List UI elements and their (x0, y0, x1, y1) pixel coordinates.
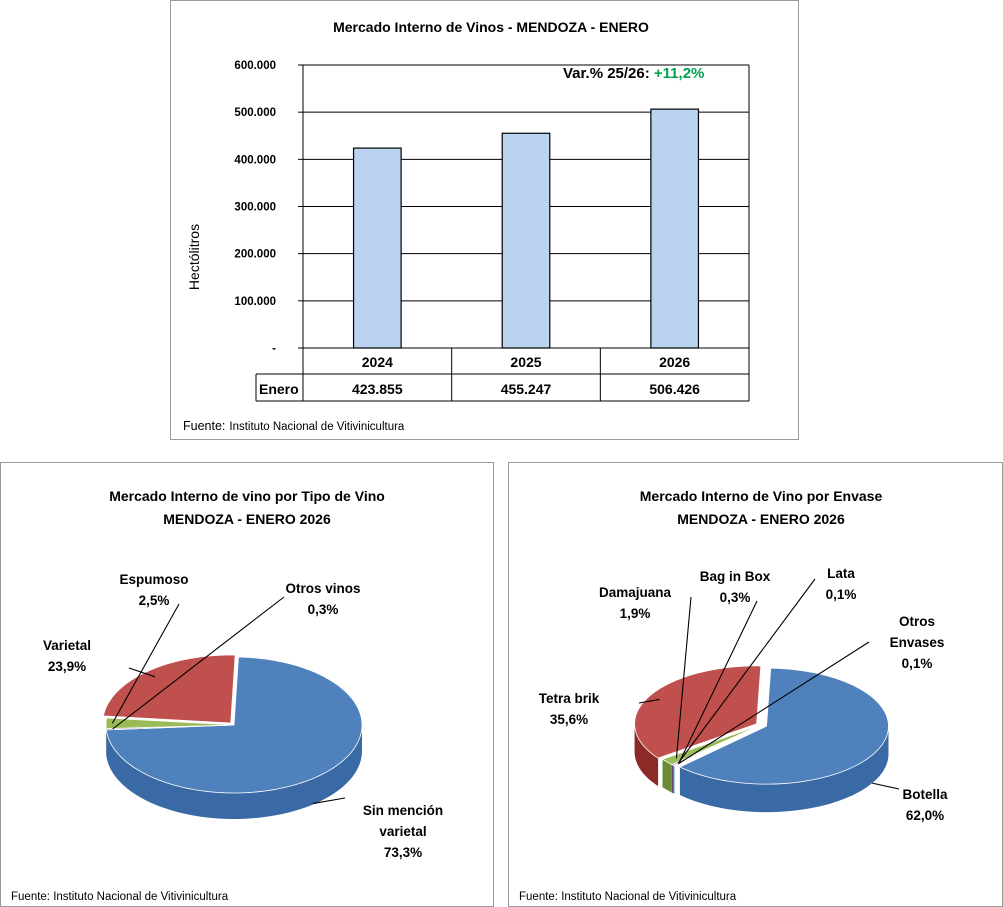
x-category-label: 2025 (510, 354, 542, 370)
slice-name-label: Sin mención (362, 803, 444, 818)
pie-slice-side (673, 765, 674, 793)
slice-value-label: 35,6% (549, 712, 589, 727)
bar-source (183, 419, 405, 433)
variation-label: Var.% 25/26: (563, 65, 654, 82)
slice-name-label: Tetra brik (538, 691, 600, 706)
pie-slice-side (674, 766, 675, 794)
x-category-label: 2026 (659, 354, 691, 370)
pie2-title-line-1: Mercado Interno de Vino por Envase (639, 488, 883, 504)
pie-chart-wine-type (1, 463, 493, 906)
slice-name-label: Envases (889, 635, 945, 650)
slice-value-label: 62,0% (905, 808, 945, 823)
y-tick-label: 100.000 (234, 295, 276, 308)
bar-chart (171, 1, 798, 439)
pie2-title-line-2: MENDOZA - ENERO 2026 (677, 511, 845, 527)
table-value: 423.855 (352, 381, 403, 397)
slice-value-label: 0,3% (307, 602, 339, 617)
y-tick-label: 200.000 (234, 248, 276, 261)
y-tick-label: - (272, 343, 276, 355)
bar-source-text: Instituto Nacional de Vitivinicultura (229, 421, 405, 433)
slice-value-label: 73,3% (383, 845, 423, 860)
bar-chart-panel (170, 0, 799, 440)
bar-2024 (354, 148, 402, 348)
table-value: 506.426 (649, 381, 700, 397)
y-tick-label: 400.000 (234, 154, 276, 167)
pie1-title-line-2: MENDOZA - ENERO 2026 (163, 511, 331, 527)
slice-name-label: Otros (898, 614, 936, 629)
pie-slice (103, 655, 235, 723)
slice-value-label: 23,9% (47, 659, 87, 674)
pie1-source: Fuente: Instituto Nacional de Vitivinicultura (11, 891, 229, 903)
slice-name-label: Damajuana (598, 585, 672, 600)
bar-y-ticks (234, 60, 276, 355)
bar-chart-title: Mercado Interno de Vinos - MENDOZA - ENERO (333, 19, 649, 35)
x-category-label: 2024 (361, 354, 393, 370)
data-table (256, 348, 749, 401)
slice-value-label: 0,1% (825, 587, 857, 602)
pie-slice-side (672, 765, 674, 794)
svg-text:Var.% 25/26: +11,2% (563, 65, 704, 82)
y-tick-label: 600.000 (234, 60, 276, 72)
slice-name-label: varietal (379, 824, 427, 839)
variation-value: +11,2% (653, 65, 705, 82)
bar-series (354, 109, 699, 348)
pie2-source: Fuente: Instituto Nacional de Vitivinicultura (519, 891, 737, 903)
slice-value-label: 0,1% (901, 656, 933, 671)
bar-2025 (502, 133, 550, 348)
bar-2026 (651, 109, 699, 348)
pie1-title-line-1: Mercado Interno de vino por Tipo de Vino (109, 488, 385, 504)
slice-name-label: Varietal (42, 638, 92, 653)
pie-chart-wine-type-panel (0, 462, 494, 907)
pie-chart-container (509, 463, 1002, 906)
table-row-label: Enero (259, 381, 299, 397)
slice-name-label: Bag in Box (699, 569, 771, 584)
y-tick-label: 300.000 (234, 201, 276, 214)
slice-value-label: 2,5% (138, 593, 170, 608)
pie-chart-container-panel (508, 462, 1003, 907)
slice-name-label: Espumoso (119, 572, 189, 587)
slice-value-label: 0,3% (719, 590, 751, 605)
table-value: 455.247 (500, 381, 552, 397)
bar-y-axis-label: Hectólitros (186, 223, 202, 291)
leader-line (872, 783, 899, 789)
slice-name-label: Otros vinos (285, 581, 361, 596)
y-tick-label: 500.000 (234, 107, 276, 120)
variation-annotation (563, 65, 704, 82)
slice-name-label: Lata (827, 566, 855, 581)
bar-source-label: Fuente: (183, 419, 226, 433)
slice-value-label: 1,9% (619, 606, 651, 621)
slice-name-label: Botella (902, 787, 948, 802)
